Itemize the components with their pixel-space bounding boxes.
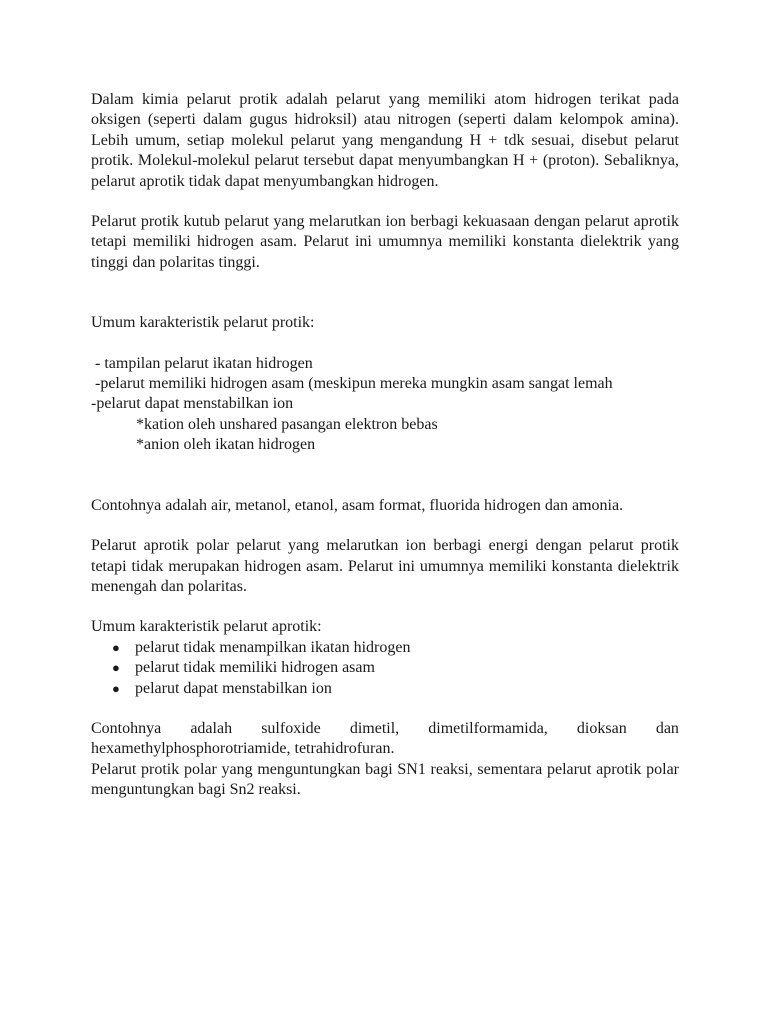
list-item <box>91 658 679 678</box>
list-item: -pelarut memiliki hidrogen asam (meskipun mereka mungkin asam sangat lemah <box>91 375 613 393</box>
document-page <box>91 90 679 801</box>
example-word: dioksan <box>576 719 627 737</box>
example-word: adalah <box>190 719 233 737</box>
example-word: Contohnya <box>91 719 162 737</box>
example-word: dimetilformamida, <box>428 719 548 737</box>
list-subitem: *anion oleh ikatan hidrogen <box>136 436 316 454</box>
list-item: -pelarut dapat menstabilkan ion <box>91 395 294 413</box>
example-word: sulfoxide <box>261 719 321 737</box>
list-subitem: *kation oleh unshared pasangan elektron bebas <box>136 415 438 433</box>
list-item-text: pelarut dapat menstabilkan ion <box>135 679 332 697</box>
protic-examples: Contohnya adalah air, metanol, etanol, asam format, fluorida hidrogen dan amonia. <box>91 496 624 514</box>
example-word: dimetil, <box>349 719 400 737</box>
paragraph-sn1-sn2: Pelarut protik polar yang menguntungkan bagi SN1 reaksi, sementara pelarut aprotik polar menguntungkan bagi Sn2 reaksi. <box>91 760 679 799</box>
paragraph-protic-polar: Pelarut protik kutub pelarut yang melarutkan ion berbagi kekuasaan dengan pelarut aprotik tetapi memiliki hidrogen asam. Pelarut ini umumnya memiliki konstanta dielektrik yang tinggi dan polaritas tinggi. <box>91 213 679 271</box>
list-item <box>91 638 679 658</box>
aprotic-examples-line-2: hexamethylphosphorotriamide, tetrahidrofuran. <box>91 740 395 758</box>
aprotic-examples-line-1 <box>91 719 679 739</box>
example-word: dan <box>655 719 679 737</box>
paragraph-aprotic-polar: Pelarut aprotik polar pelarut yang melarutkan ion berbagi energi dengan pelarut protik tetapi tidak merupakan hidrogen asam. Pelarut ini umumnya memiliki konstanta dielektrik menengah dan polaritas. <box>91 537 679 595</box>
list-item-text: pelarut tidak memiliki hidrogen asam <box>135 659 375 677</box>
aprotic-examples <box>91 719 679 760</box>
list-item <box>91 679 679 699</box>
protic-characteristics-list <box>91 354 679 456</box>
list-item: - tampilan pelarut ikatan hidrogen <box>91 354 313 372</box>
bullet-icon: ● <box>112 680 120 696</box>
paragraph-protic-intro: Dalam kimia pelarut protik adalah pelarut yang memiliki atom hidrogen terikat pada oksigen (seperti dalam gugus hidroksil) atau nitrogen (seperti dalam kelompok amina). Lebih umum, setiap molekul pelarut yang mengandung H + tdk sesuai, disebut pelarut protik. Molekul-molekul pelarut tersebut dapat menyumbangkan H + (proton). Sebaliknya, pelarut aprotik tidak dapat menyumbangkan hidrogen. <box>91 91 679 190</box>
aprotic-characteristics-list <box>91 638 679 699</box>
list-item-text: pelarut tidak menampilkan ikatan hidrogen <box>135 638 411 656</box>
aprotic-characteristics-heading: Umum karakteristik pelarut aprotik: <box>91 618 322 636</box>
bullet-icon: ● <box>112 660 120 676</box>
protic-characteristics-heading: Umum karakteristik pelarut protik: <box>91 314 315 332</box>
bullet-icon: ● <box>112 639 120 655</box>
